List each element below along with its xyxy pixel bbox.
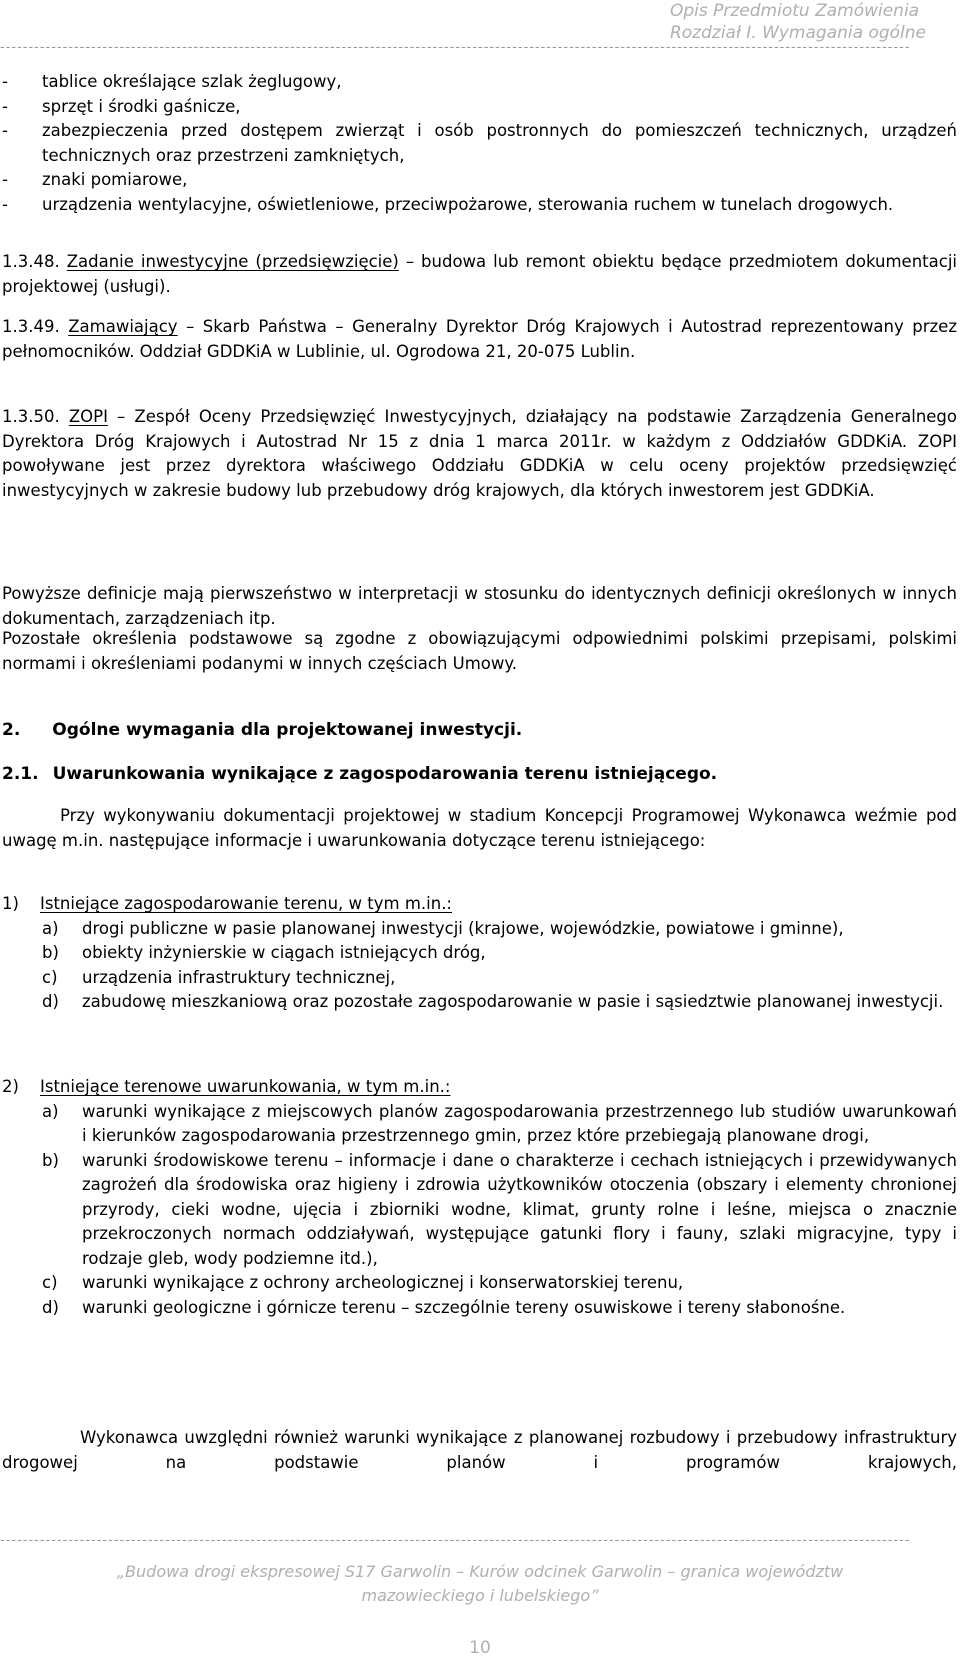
list-item: - urządzenia wentylacyjne, oświetleniowe, przeciwpożarowe, sterowania ruchem w tunelach drogowych. [2,194,894,214]
definition-term: Zamawiający [68,317,178,336]
definition-1-3-50 [2,405,957,503]
definition-number: 1.3.49. [2,317,60,336]
footer-divider: ---------------------------------------------------------------------------------------------------------------------------------------------------------------- [0,1535,911,1547]
group-title: 1) Istniejące zagospodarowanie terenu, w tym m.in.: [2,894,452,913]
definition-1-3-49 [2,315,957,364]
header-divider: ---------------------------------------------------------------------------------------------------------------------------------------------------------------- [0,42,911,54]
definition-term: ZOPI [68,407,108,426]
paragraph-definitions-priority: Powyższe definicje mają pierwszeństwo w interpretacji w stosunku do identycznych definicji określonych w innych dokumentach, zarządzeniach itp. [2,584,957,628]
closing-paragraph: Wykonawca uwzględni również warunki wynikające z planowanej rozbudowy i przebudowy infrastruktury drogowej na podstawie planów i programów krajowych, [2,1428,957,1472]
definition-1-3-48 [2,250,957,299]
list-item: c) urządzenia infrastruktury technicznej, [42,967,396,987]
definition-text: – Skarb Państwa – Generalny Dyrektor Dróg Krajowych i Autostrad reprezentowany przez pełnomocników. Oddział GDDKiA w Lublinie, ul. Ogrodowa 21, 20-075 Lublin. [2,317,957,361]
list-item: a) warunki wynikające z miejscowych planów zagospodarowania przestrzennego lub studiów uwarunkowań i kierunków zagospodarowania przestrzennego gmin, przez które przebiegają planowane drogi, [42,1101,957,1145]
header-title: Opis Przedmiotu Zamówienia [669,1,920,21]
page-number: 10 [469,1638,491,1658]
section-heading-2-1: 2.1. Uwarunkowania wynikające z zagospodarowania terenu istniejącego. [2,764,718,784]
group-1 [2,892,957,1015]
footer-line-2: mazowieckiego i lubelskiego” [361,1586,599,1605]
section-heading-2: 2. Ogólne wymagania dla projektowanej inwestycji. [2,720,523,740]
group-title: 2) Istniejące terenowe uwarunkowania, w tym m.in.: [2,1077,451,1096]
list-item: - zabezpieczenia przed dostępem zwierząt i osób postronnych do pomieszczeń technicznych, urządzeń technicznych oraz przestrzeni zamkniętych, [2,121,957,165]
paragraph-other-terms: Pozostałe określenia podstawowe są zgodne z obowiązującymi odpowiednimi polskimi przepisami, polskimi normami i określeniami podanymi w innych częściach Umowy. [2,629,957,673]
top-list [2,70,957,217]
list-item: c) warunki wynikające z ochrony archeologicznej i konserwatorskiej terenu, [42,1273,684,1292]
group-2 [2,1075,957,1320]
definition-number: 1.3.48. [2,252,60,271]
footer-line-1: „Budowa drogi ekspresowej S17 Garwolin – Kurów odcinek Garwolin – granica województw [116,1562,844,1581]
definition-text: – budowa lub remont obiektu będące przedmiotem dokumentacji projektowej (usługi). [2,252,957,296]
list-item: b) obiekty inżynierskie w ciągach istniejących dróg, [42,943,486,962]
list-item: b) warunki środowiskowe terenu – informacje i dane o charakterze i cechach istniejących i przewidywanych zagrożeń dla środowiska oraz higieny i zdrowia użytkowników otoczenia (obszary i elementy chronionej przyrody, cieki wodne, ujęcia i zbiorniki wodne, klimat, grunty rolne i leśne, miejsca o znacznie przekroczonych normach oddziaływań, występujące gatunki flory i fauny, szlaki migracyjne, typy i rodzaje gleb, wody podziemne itd.), [42,1150,957,1268]
list-item: d) warunki geologiczne i górnicze terenu – szczególnie tereny osuwiskowe i tereny słabonośne. [42,1297,846,1317]
list-item: a) drogi publiczne w pasie planowanej inwestycji (krajowe, wojewódzkie, powiatowe i gminne), [42,918,844,938]
running-footer [0,1560,960,1608]
intro-paragraph: Przy wykonywaniu dokumentacji projektowej w stadium Koncepcji Programowej Wykonawca weźmie pod uwagę m.in. następujące informacje i uwarunkowania dotyczące terenu istniejącego: [2,806,957,850]
list-item: d) zabudowę mieszkaniową oraz pozostałe zagospodarowanie w pasie i sąsiedztwie planowanej inwestycji. [42,992,944,1011]
definition-number: 1.3.50. [2,407,60,426]
header-chapter: Rozdział I. Wymagania ogólne [669,23,926,43]
running-header [670,0,926,44]
list-item: - sprzęt i środki gaśnicze, [2,96,241,116]
list-item: - tablice określające szlak żeglugowy, [2,72,342,91]
definition-text: – Zespół Oceny Przedsięwzięć Inwestycyjnych, działający na podstawie Zarządzenia Generalnego Dyrektora Dróg Krajowych i Autostrad Nr 15 z dnia 1 marca 2011r. w każdym z Oddziałów GDDKiA. ZOPI powoływane jest przez dyrektora właściwego Oddziału GDDKiA w celu oceny projektów przedsięwzięć inwestycyjnych w zakresie budowy lub przebudowy dróg krajowych, dla których inwestorem jest GDDKiA. [2,407,957,500]
list-item: - znaki pomiarowe, [2,170,188,189]
definition-term: Zadanie inwestycyjne (przedsięwzięcie) [66,252,399,271]
